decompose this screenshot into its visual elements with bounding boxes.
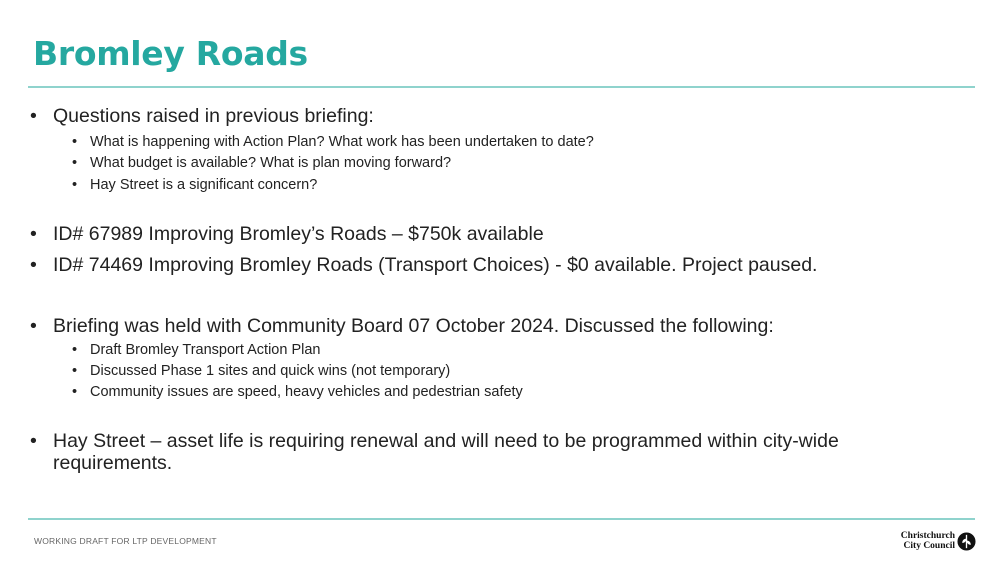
sub-bullet-hay-street: • Hay Street is a significant concern? [72, 176, 317, 195]
council-logo [895, 531, 977, 555]
bullet-briefing: • Briefing was held with Community Board 07 October 2024. Discussed the following: [30, 315, 774, 337]
draft-label: WORKING DRAFT FOR LTP DEVELOPMENT [34, 536, 217, 546]
logo-line-2: City Council [903, 541, 955, 551]
logo-wordmark [895, 531, 955, 551]
christchurch-city-council-logo-icon [957, 532, 976, 551]
footer-divider [28, 518, 975, 520]
bullet-questions: • Questions raised in previous briefing: [30, 105, 374, 127]
slide-body [30, 0, 950, 565]
bullet-id-74469: • ID# 74469 Improving Bromley Roads (Transport Choices) - $0 available. Project paused. [30, 254, 817, 276]
bullet-hay-street-renewal: • Hay Street – asset life is requiring renewal and will need to be programmed within city-wide requirements. [30, 430, 913, 474]
sub-bullet-phase-1: • Discussed Phase 1 sites and quick wins (not temporary) [72, 362, 450, 381]
sub-bullet-community-issues: • Community issues are speed, heavy vehicles and pedestrian safety [72, 383, 523, 402]
sub-bullet-budget: • What budget is available? What is plan moving forward? [72, 154, 451, 173]
sub-bullet-action-plan: • What is happening with Action Plan? What work has been undertaken to date? [72, 133, 594, 152]
bullet-id-67989: • ID# 67989 Improving Bromley’s Roads – $750k available [30, 223, 544, 245]
sub-bullet-draft-plan: • Draft Bromley Transport Action Plan [72, 341, 321, 360]
slide-title: Bromley Roads [33, 34, 308, 73]
logo-line-1: Christchurch [900, 531, 955, 541]
